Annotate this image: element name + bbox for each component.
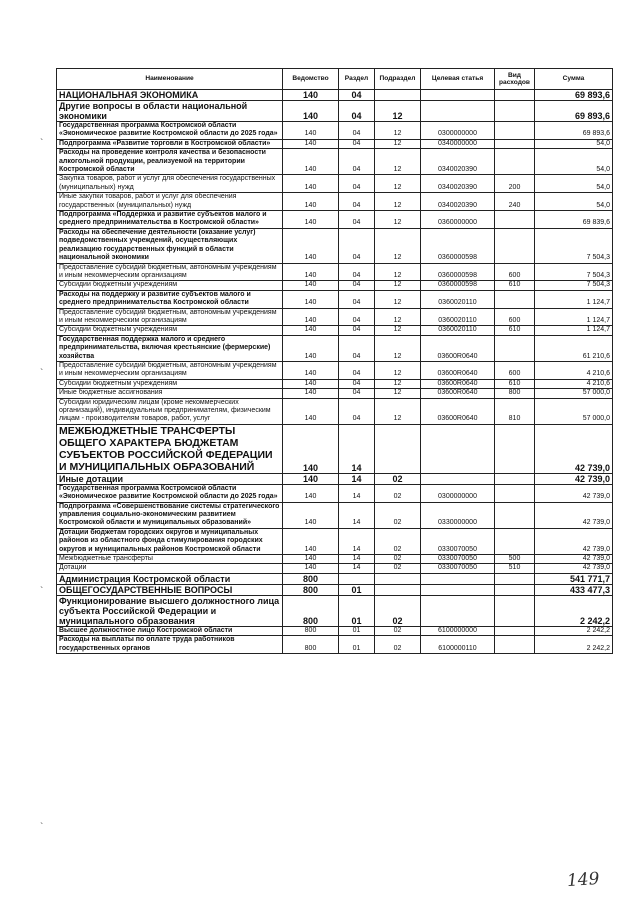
cell-podrazdel: 12 [375, 379, 421, 388]
cell-ved: 140 [283, 326, 339, 335]
cell-ved: 140 [283, 211, 339, 229]
cell-vid [495, 335, 535, 361]
table-row [57, 528, 613, 554]
table-row [57, 281, 613, 290]
cell-statya: 0360000598 [421, 281, 495, 290]
cell-statya [421, 473, 495, 484]
cell-vid: 200 [495, 175, 535, 193]
table-row [57, 308, 613, 326]
cell-name: Подпрограмма «Совершенствование системы стратегического управления социально-экономическим развитием Костромской области и муниципальных образований» [57, 502, 283, 528]
cell-razdel: 04 [339, 193, 375, 211]
cell-summa: 54,0 [535, 193, 613, 211]
table-row [57, 564, 613, 573]
cell-name: Субсидии бюджетным учреждениям [57, 281, 283, 290]
cell-vid [495, 584, 535, 595]
cell-summa: 7 504,3 [535, 263, 613, 281]
cell-vid: 800 [495, 389, 535, 398]
cell-podrazdel: 12 [375, 139, 421, 148]
cell-summa: 2 242,2 [535, 636, 613, 654]
cell-podrazdel: 02 [375, 564, 421, 573]
margin-mark: ` [40, 368, 44, 379]
cell-statya: 0360000598 [421, 228, 495, 263]
cell-statya: 6100000110 [421, 636, 495, 654]
cell-name: МЕЖБЮДЖЕТНЫЕ ТРАНСФЕРТЫ ОБЩЕГО ХАРАКТЕРА БЮДЖЕТАМ СУБЪЕКТОВ РОССИЙСКОЙ ФЕДЕРАЦИИ И МУНИЦИПАЛЬНЫХ ОБРАЗОВАНИЙ [57, 424, 283, 473]
cell-statya [421, 584, 495, 595]
cell-razdel: 04 [339, 139, 375, 148]
cell-summa: 1 124,7 [535, 290, 613, 308]
cell-podrazdel: 12 [375, 308, 421, 326]
cell-razdel: 14 [339, 555, 375, 564]
cell-ved: 140 [283, 263, 339, 281]
cell-podrazdel: 12 [375, 193, 421, 211]
cell-ved: 800 [283, 573, 339, 584]
cell-ved: 140 [283, 90, 339, 101]
cell-name: Предоставление субсидий бюджетным, автономным учреждениям и иным некоммерческим организациям [57, 308, 283, 326]
cell-podrazdel: 12 [375, 263, 421, 281]
cell-name: Субсидии бюджетным учреждениям [57, 379, 283, 388]
budget-table [56, 68, 613, 654]
cell-vid: 600 [495, 308, 535, 326]
cell-statya [421, 573, 495, 584]
cell-razdel [339, 573, 375, 584]
cell-summa: 42 739,0 [535, 555, 613, 564]
cell-razdel: 04 [339, 389, 375, 398]
cell-podrazdel [375, 584, 421, 595]
cell-podrazdel: 12 [375, 122, 421, 140]
cell-name: Предоставление субсидий бюджетным, автономным учреждениям и иным некоммерческим организациям [57, 361, 283, 379]
cell-name: Расходы на проведение контроля качества и безопасности алкогольной продукции, реализуемой на территории Костромской области [57, 149, 283, 175]
cell-podrazdel: 12 [375, 175, 421, 193]
table-row [57, 473, 613, 484]
cell-statya: 0340020390 [421, 193, 495, 211]
cell-razdel: 04 [339, 101, 375, 122]
cell-statya: 0300000000 [421, 484, 495, 502]
cell-statya: 0330070050 [421, 528, 495, 554]
cell-ved: 140 [283, 528, 339, 554]
cell-name: Высшее должностное лицо Костромской области [57, 626, 283, 635]
cell-vid: 610 [495, 379, 535, 388]
cell-ved: 140 [283, 122, 339, 140]
cell-ved: 140 [283, 101, 339, 122]
cell-razdel: 01 [339, 626, 375, 635]
cell-summa: 54,0 [535, 139, 613, 148]
cell-razdel: 01 [339, 584, 375, 595]
cell-summa: 54,0 [535, 175, 613, 193]
cell-podrazdel: 12 [375, 398, 421, 424]
cell-name: Функционирование высшего должностного лица субъекта Российской Федерации и муниципального образования [57, 595, 283, 626]
cell-name: Другие вопросы в области национальной экономики [57, 101, 283, 122]
header-name: Наименование [57, 69, 283, 90]
cell-podrazdel: 12 [375, 326, 421, 335]
cell-name: Расходы на обеспечение деятельности (оказание услуг) подведомственных учреждений, осуществляющих реализацию государственных функций в области национальной экономики [57, 228, 283, 263]
table-row [57, 502, 613, 528]
cell-ved: 140 [283, 361, 339, 379]
cell-name: Иные бюджетные ассигнования [57, 389, 283, 398]
cell-vid [495, 90, 535, 101]
cell-statya: 0360020110 [421, 308, 495, 326]
cell-statya: 0330070050 [421, 564, 495, 573]
cell-vid: 610 [495, 326, 535, 335]
cell-vid: 510 [495, 564, 535, 573]
cell-summa: 1 124,7 [535, 308, 613, 326]
cell-name: Государственная поддержка малого и среднего предпринимательства, включая крестьянские (фермерские) хозяйства [57, 335, 283, 361]
cell-summa: 57 000,0 [535, 389, 613, 398]
cell-statya [421, 90, 495, 101]
table-row [57, 584, 613, 595]
cell-ved: 140 [283, 484, 339, 502]
cell-vid: 600 [495, 263, 535, 281]
cell-name: Иные закупки товаров, работ и услуг для обеспечения государственных (муниципальных) нужд [57, 193, 283, 211]
cell-vid [495, 290, 535, 308]
cell-vid [495, 122, 535, 140]
header-razdel: Раздел [339, 69, 375, 90]
cell-podrazdel: 12 [375, 281, 421, 290]
table-row [57, 626, 613, 635]
table-row [57, 389, 613, 398]
cell-statya: 0330000000 [421, 502, 495, 528]
cell-statya [421, 424, 495, 473]
table-row [57, 379, 613, 388]
cell-podrazdel: 12 [375, 335, 421, 361]
header-podrazdel: Подраздел [375, 69, 421, 90]
cell-ved: 800 [283, 584, 339, 595]
cell-name: НАЦИОНАЛЬНАЯ ЭКОНОМИКА [57, 90, 283, 101]
cell-ved: 140 [283, 379, 339, 388]
cell-summa: 69 893,6 [535, 90, 613, 101]
cell-razdel: 04 [339, 308, 375, 326]
cell-razdel: 04 [339, 379, 375, 388]
cell-vid [495, 502, 535, 528]
cell-podrazdel: 12 [375, 389, 421, 398]
cell-razdel: 04 [339, 281, 375, 290]
cell-vid [495, 573, 535, 584]
cell-name: ОБЩЕГОСУДАРСТВЕННЫЕ ВОПРОСЫ [57, 584, 283, 595]
cell-ved: 140 [283, 193, 339, 211]
cell-name: Иные дотации [57, 473, 283, 484]
cell-statya: 03600R0640 [421, 379, 495, 388]
cell-summa: 69 893,6 [535, 122, 613, 140]
cell-name: Расходы на поддержку и развитие субъектов малого и среднего предпринимательства Костромской области [57, 290, 283, 308]
cell-podrazdel [375, 90, 421, 101]
cell-podrazdel: 12 [375, 149, 421, 175]
cell-ved: 140 [283, 555, 339, 564]
table-body [57, 90, 613, 654]
cell-vid: 810 [495, 398, 535, 424]
cell-vid [495, 636, 535, 654]
cell-razdel: 04 [339, 175, 375, 193]
table-row [57, 101, 613, 122]
table-row [57, 122, 613, 140]
cell-summa: 2 242,2 [535, 595, 613, 626]
cell-name: Государственная программа Костромской области «Экономическое развитие Костромской области до 2025 года» [57, 122, 283, 140]
cell-statya: 0330070050 [421, 555, 495, 564]
table-row [57, 595, 613, 626]
table-row [57, 573, 613, 584]
cell-statya: 0360020110 [421, 290, 495, 308]
table-row [57, 149, 613, 175]
cell-statya: 0340020390 [421, 149, 495, 175]
table-row [57, 193, 613, 211]
cell-vid [495, 139, 535, 148]
table-row [57, 636, 613, 654]
cell-ved: 800 [283, 626, 339, 635]
cell-statya: 03600R0640 [421, 361, 495, 379]
cell-summa: 42 739,0 [535, 528, 613, 554]
cell-vid: 600 [495, 361, 535, 379]
cell-razdel: 14 [339, 528, 375, 554]
cell-ved: 140 [283, 389, 339, 398]
table-row [57, 211, 613, 229]
cell-summa: 4 210,6 [535, 361, 613, 379]
cell-summa: 7 504,3 [535, 281, 613, 290]
header-statya: Целевая статья [421, 69, 495, 90]
cell-vid [495, 211, 535, 229]
cell-razdel: 04 [339, 122, 375, 140]
cell-vid [495, 424, 535, 473]
table-header-row [57, 69, 613, 90]
budget-table-sheet [56, 68, 612, 654]
cell-razdel: 01 [339, 595, 375, 626]
cell-ved: 800 [283, 595, 339, 626]
table-row [57, 290, 613, 308]
cell-summa: 42 739,0 [535, 502, 613, 528]
cell-summa: 4 210,6 [535, 379, 613, 388]
cell-statya: 03600R0640 [421, 389, 495, 398]
cell-ved: 140 [283, 228, 339, 263]
header-ved: Ведомство [283, 69, 339, 90]
cell-vid [495, 149, 535, 175]
header-summa: Сумма [535, 69, 613, 90]
cell-name: Дотации бюджетам городских округов и муниципальных районов из областного фонда стимулирования городских округов и муниципальных районов Костромской области [57, 528, 283, 554]
table-row [57, 361, 613, 379]
cell-podrazdel: 02 [375, 555, 421, 564]
cell-razdel: 04 [339, 398, 375, 424]
cell-summa: 69 893,6 [535, 101, 613, 122]
cell-razdel: 01 [339, 636, 375, 654]
cell-name: Субсидии бюджетным учреждениям [57, 326, 283, 335]
cell-name: Подпрограмма «Развитие торговли в Костромской области» [57, 139, 283, 148]
cell-statya: 0360020110 [421, 326, 495, 335]
cell-vid [495, 626, 535, 635]
cell-razdel: 04 [339, 228, 375, 263]
cell-podrazdel [375, 424, 421, 473]
margin-mark: ` [40, 586, 44, 597]
cell-ved: 140 [283, 149, 339, 175]
cell-name: Государственная программа Костромской области «Экономическое развитие Костромской области до 2025 года» [57, 484, 283, 502]
cell-ved: 140 [283, 564, 339, 573]
cell-name: Расходы на выплаты по оплате труда работников государственных органов [57, 636, 283, 654]
cell-name: Закупка товаров, работ и услуг для обеспечения государственных (муниципальных) нужд [57, 175, 283, 193]
cell-ved: 140 [283, 398, 339, 424]
cell-ved: 140 [283, 335, 339, 361]
cell-podrazdel: 12 [375, 290, 421, 308]
cell-statya: 03600R0640 [421, 335, 495, 361]
cell-razdel: 04 [339, 263, 375, 281]
table-row [57, 326, 613, 335]
cell-ved: 140 [283, 308, 339, 326]
cell-razdel: 14 [339, 424, 375, 473]
cell-name: Дотации [57, 564, 283, 573]
cell-statya [421, 595, 495, 626]
cell-statya: 6100000000 [421, 626, 495, 635]
cell-podrazdel: 12 [375, 101, 421, 122]
cell-name: Подпрограмма «Поддержка и развитие субъектов малого и среднего предпринимательства в Костромской области» [57, 211, 283, 229]
cell-statya: 0360000598 [421, 263, 495, 281]
cell-summa: 69 839,6 [535, 211, 613, 229]
table-row [57, 175, 613, 193]
cell-summa: 433 477,3 [535, 584, 613, 595]
cell-podrazdel: 02 [375, 626, 421, 635]
cell-razdel: 14 [339, 473, 375, 484]
cell-podrazdel: 02 [375, 473, 421, 484]
cell-vid [495, 595, 535, 626]
cell-summa: 54,0 [535, 149, 613, 175]
cell-summa: 42 739,0 [535, 473, 613, 484]
table-row [57, 424, 613, 473]
cell-podrazdel: 02 [375, 595, 421, 626]
cell-statya: 0340020390 [421, 175, 495, 193]
cell-razdel: 04 [339, 149, 375, 175]
cell-vid [495, 528, 535, 554]
cell-podrazdel: 12 [375, 228, 421, 263]
page-number: 149 [566, 868, 601, 892]
cell-podrazdel: 02 [375, 528, 421, 554]
table-row [57, 398, 613, 424]
cell-statya: 0340000000 [421, 139, 495, 148]
cell-vid: 610 [495, 281, 535, 290]
table-row [57, 555, 613, 564]
header-vid: Вид расходов [495, 69, 535, 90]
cell-ved: 140 [283, 502, 339, 528]
table-row [57, 228, 613, 263]
cell-podrazdel: 12 [375, 361, 421, 379]
table-row [57, 90, 613, 101]
cell-podrazdel: 12 [375, 211, 421, 229]
cell-ved: 140 [283, 290, 339, 308]
cell-ved: 140 [283, 175, 339, 193]
cell-statya: 03600R0640 [421, 398, 495, 424]
cell-vid [495, 228, 535, 263]
cell-vid: 240 [495, 193, 535, 211]
cell-summa: 61 210,6 [535, 335, 613, 361]
cell-summa: 57 000,0 [535, 398, 613, 424]
table-row [57, 484, 613, 502]
cell-razdel: 04 [339, 335, 375, 361]
margin-mark: ` [40, 822, 44, 833]
cell-ved: 800 [283, 636, 339, 654]
cell-name: Субсидии юридическим лицам (кроме некоммерческих организаций), индивидуальным предпринимателям, физическим лицам - производителям товаров, работ, услуг [57, 398, 283, 424]
cell-podrazdel: 02 [375, 636, 421, 654]
cell-name: Межбюджетные трансферты [57, 555, 283, 564]
cell-summa: 1 124,7 [535, 326, 613, 335]
cell-podrazdel: 02 [375, 484, 421, 502]
cell-razdel: 04 [339, 326, 375, 335]
cell-vid [495, 484, 535, 502]
cell-podrazdel [375, 573, 421, 584]
cell-summa: 7 504,3 [535, 228, 613, 263]
cell-summa: 42 739,0 [535, 564, 613, 573]
cell-name: Администрация Костромской области [57, 573, 283, 584]
cell-razdel: 04 [339, 211, 375, 229]
cell-razdel: 14 [339, 564, 375, 573]
table-row [57, 263, 613, 281]
cell-summa: 42 739,0 [535, 424, 613, 473]
table-row [57, 335, 613, 361]
cell-name: Предоставление субсидий бюджетным, автономным учреждениям и иным некоммерческим организациям [57, 263, 283, 281]
cell-razdel: 04 [339, 290, 375, 308]
cell-statya: 0360000000 [421, 211, 495, 229]
cell-summa: 42 739,0 [535, 484, 613, 502]
cell-razdel: 04 [339, 361, 375, 379]
cell-statya [421, 101, 495, 122]
cell-razdel: 04 [339, 90, 375, 101]
cell-razdel: 14 [339, 502, 375, 528]
cell-summa: 541 771,7 [535, 573, 613, 584]
cell-vid: 500 [495, 555, 535, 564]
cell-ved: 140 [283, 473, 339, 484]
cell-vid [495, 101, 535, 122]
cell-ved: 140 [283, 424, 339, 473]
margin-mark: ` [40, 138, 44, 149]
cell-statya: 0300000000 [421, 122, 495, 140]
table-row [57, 139, 613, 148]
cell-ved: 140 [283, 139, 339, 148]
cell-ved: 140 [283, 281, 339, 290]
cell-summa: 2 242,2 [535, 626, 613, 635]
cell-vid [495, 473, 535, 484]
cell-podrazdel: 02 [375, 502, 421, 528]
cell-razdel: 14 [339, 484, 375, 502]
